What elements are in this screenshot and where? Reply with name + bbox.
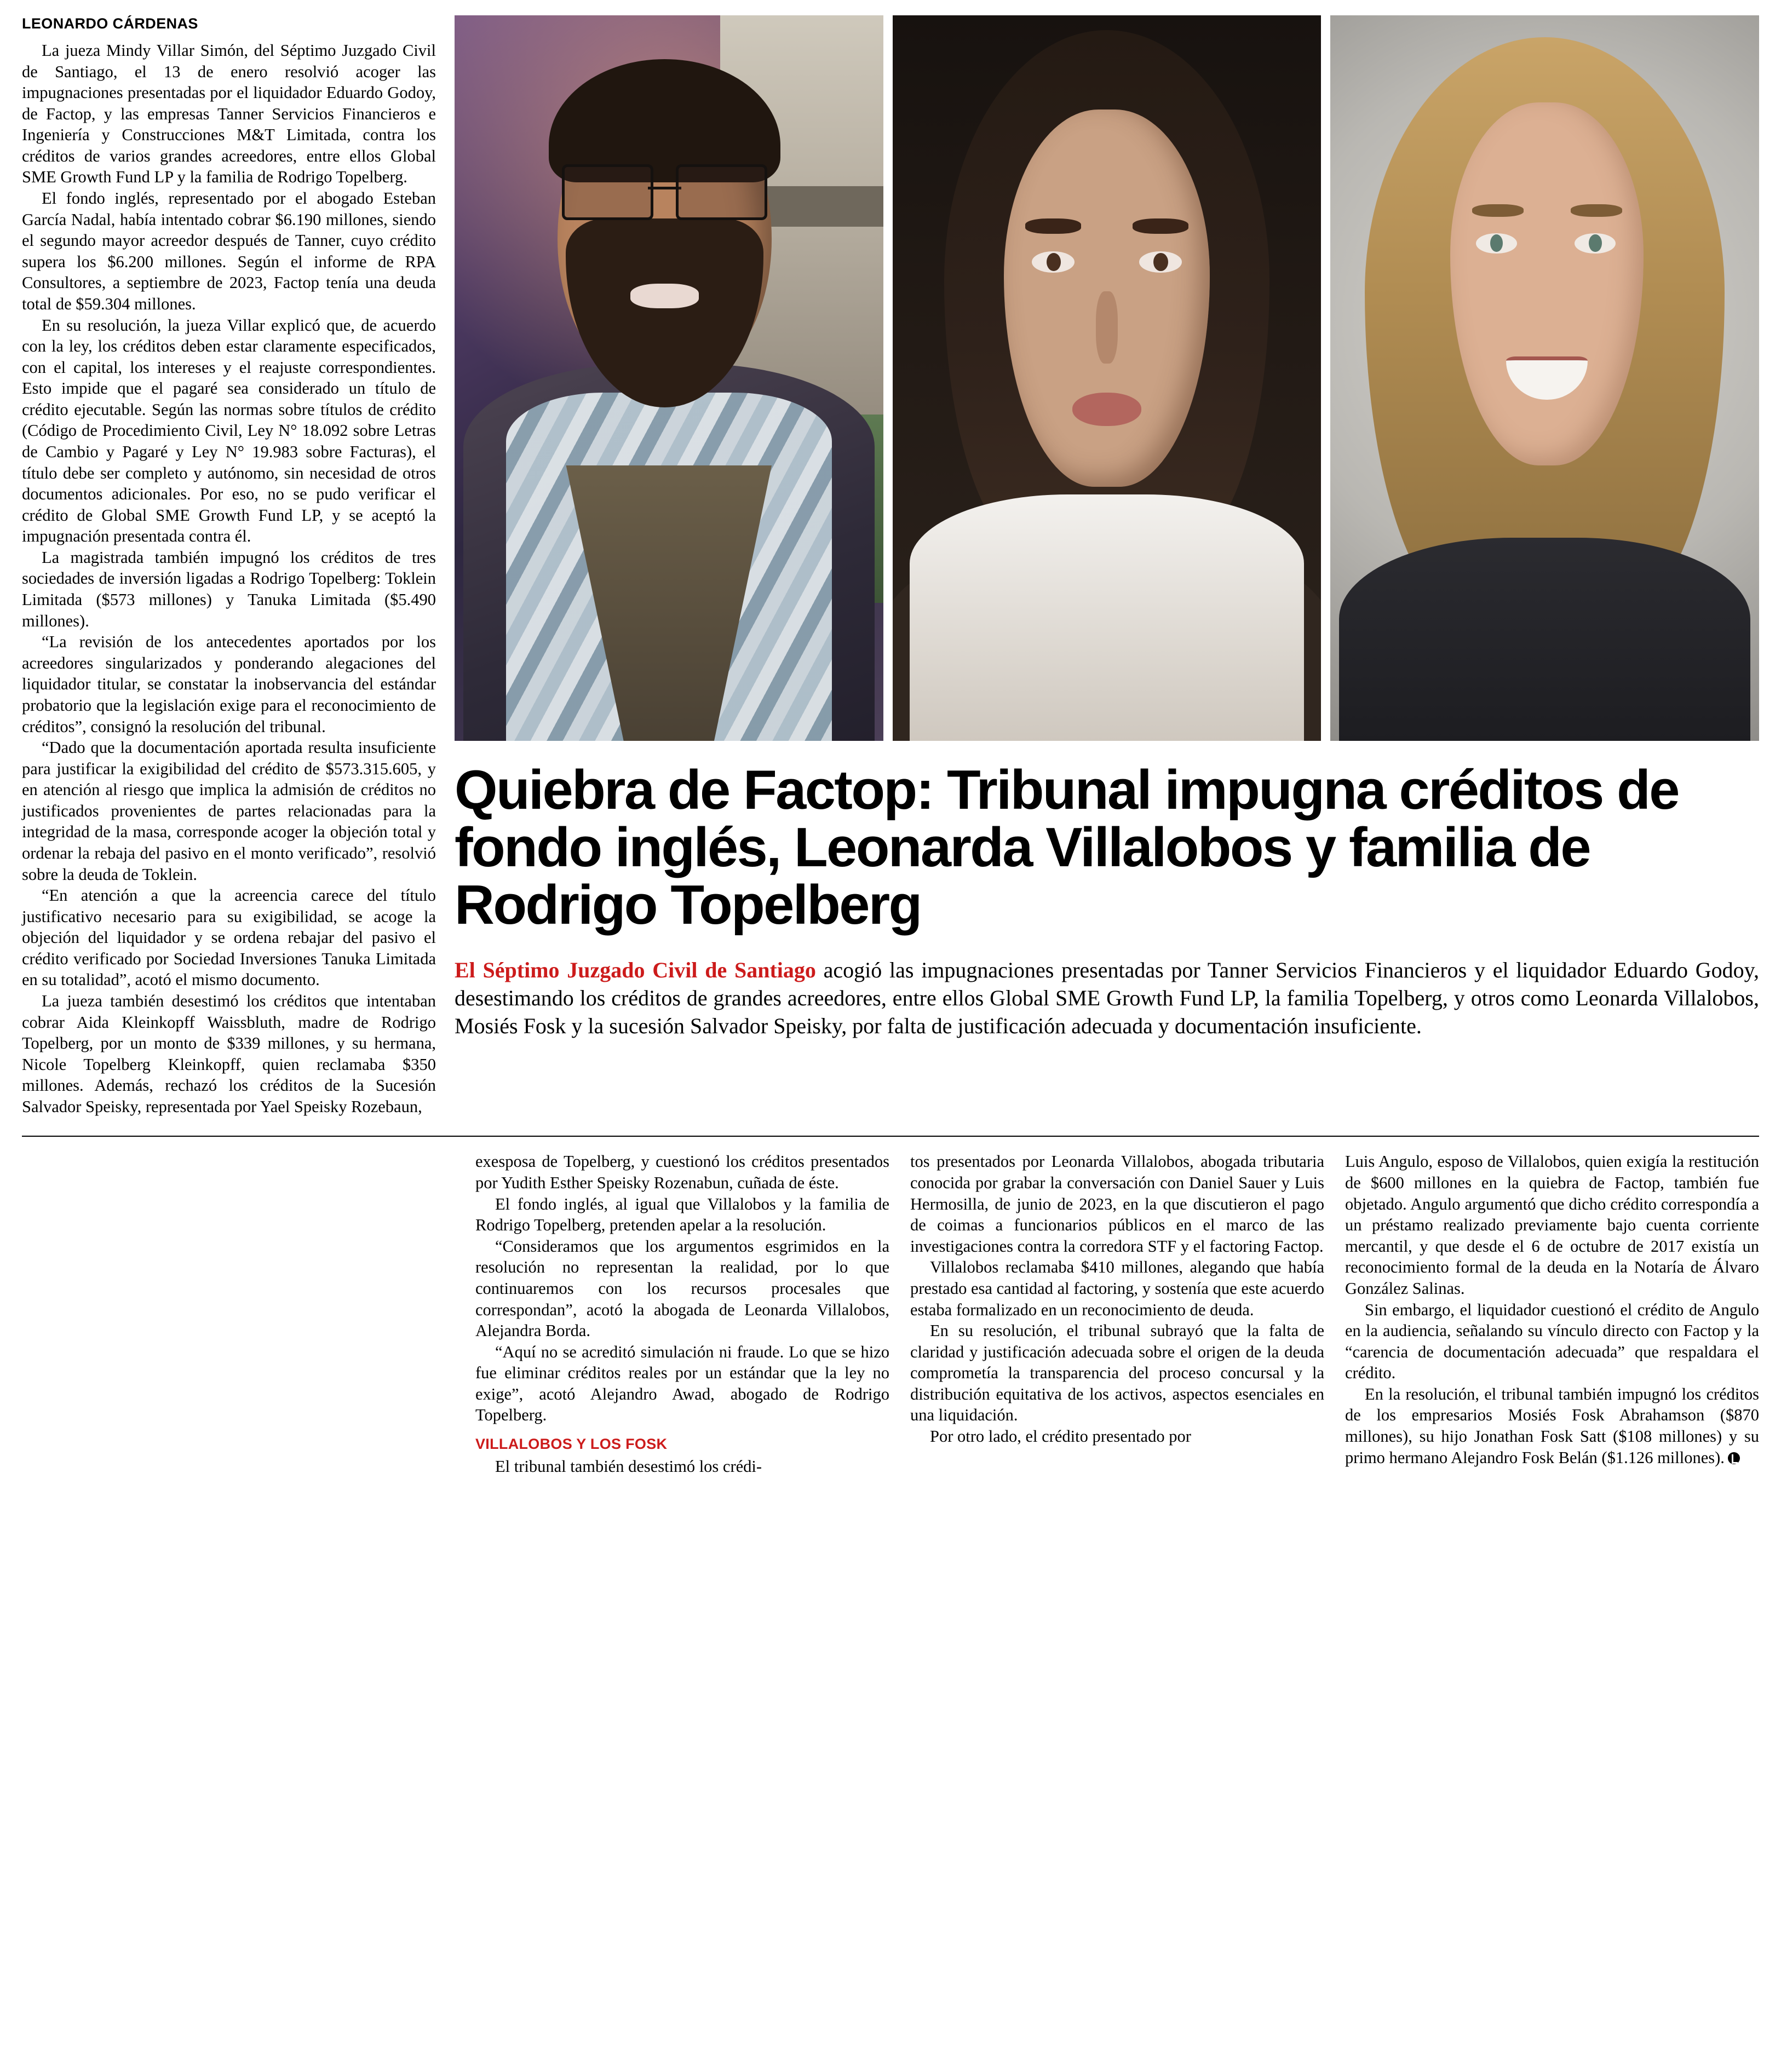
left-article-column <box>22 15 455 1117</box>
lede-rest: acogió las impugnaciones presentadas por Tanner Servicios Financieros y el liquidador Eduardo Godoy, desestimando los créditos de grandes acreedores, entre ellos Global SME Growth Fund LP, la familia Topelberg, y otros como Leonarda Villalobos, Mosiés Fosk y la sucesión Salvador Speisky, por falta de justificación adecuada y documentación insuficiente. <box>455 958 1759 1039</box>
byline: LEONARDO CÁRDENAS <box>22 15 198 32</box>
body-paragraph: El tribunal también desestimó los crédi- <box>495 1457 762 1476</box>
bottom-column-2 <box>910 1151 1324 1477</box>
page-title: Quiebra de Factop: Tribunal impugna créditos de fondo inglés, Leonarda Villalobos y familia de Rodrigo Topelberg <box>455 759 1679 936</box>
bottom-column-3 <box>1345 1151 1759 1477</box>
photo-strip <box>455 15 1759 741</box>
left-paragraph: La magistrada también impugnó los créditos de tres sociedades de inversión ligadas a Rodrigo Topelberg: Toklein Limitada ($573 millones) y Tanuka Limitada ($5.490 millones). <box>22 548 436 630</box>
body-paragraph: Por otro lado, el crédito presentado por <box>930 1427 1191 1446</box>
section-divider <box>22 1136 1759 1137</box>
photo-woman-dark-hair <box>893 15 1322 741</box>
photo-man-glasses-beard <box>455 15 883 741</box>
bottom-section <box>22 1151 1759 1477</box>
body-paragraph: Luis Angulo, esposo de Villalobos, quien exigía la restitución de $600 millones en la quiebra de Factop, también fue objetado. Angulo argumentó que dicho crédito correspondía a un préstamo realizado previamente bajo cuenta corriente mercantil, y que desde el 6 de octubre de 2017 existía un reconocimiento formal de la deuda en la Notaría de Álvaro González Salinas. <box>1345 1152 1759 1298</box>
section-subhead: VILLALOBOS Y LOS FOSK <box>475 1436 668 1452</box>
bottom-column-1 <box>475 1151 889 1477</box>
left-paragraph: La jueza Mindy Villar Simón, del Séptimo Juzgado Civil de Santiago, el 13 de enero resolvió acoger las impugnaciones presentadas por el liquidador Eduardo Godoy, de Factop, y las empresas Tanner Servicios Financieros e Ingeniería y Construcciones M&T Limitada, contra los créditos de varios grandes acreedores, entre ellos Global SME Growth Fund LP y la familia de Rodrigo Topelberg. <box>22 41 436 187</box>
lede-paragraph <box>455 956 1759 1040</box>
left-paragraph: “La revisión de los antecedentes aportados por los acreedores singularizados y ponderando alegaciones del liquidador titular, se constatar la inobservancia del estándar probatorio que la legislación exige para el reconocimiento de créditos”, consignó la resolución del tribunal. <box>22 632 436 736</box>
left-paragraph: “En atención a que la acreencia carece del título justificativo necesario para su exigibilidad, se acoge la objeción del liquidador y se ordena rebajar del pasivo el crédito verificado por Sociedad Inversiones Tanuka Limitada en su totalidad”, acotó el mismo documento. <box>22 886 436 989</box>
body-paragraph-text: En la resolución, el tribunal también impugnó los créditos de los empresarios Mosiés Fosk Abrahamson ($870 millones), su hijo Jonathan Fosk Satt ($108 millones) y su primo hermano Alejandro Fosk Belán ($1.126 millones). <box>1345 1384 1759 1467</box>
top-section <box>22 15 1759 1117</box>
body-paragraph: “Aquí no se acreditó simulación ni fraude. Lo que se hizo fue eliminar créditos reales por un estándar que la ley no exige”, acotó Alejandro Awad, abogado de Rodrigo Topelberg. <box>475 1342 889 1425</box>
body-paragraph: Villalobos reclamaba $410 millones, alegando que había prestado esa cantidad al factoring, y sostenía que este acuerdo estaba formalizado en un reconocimiento de deuda. <box>910 1258 1324 1319</box>
body-paragraph: “Consideramos que los argumentos esgrimidos en la resolución no representan la realidad, por lo que continuaremos con los recursos procesales que correspondan”, acotó la abogada de Leonarda Villalobos, Alejandra Borda. <box>475 1236 889 1340</box>
left-paragraph: El fondo inglés, representado por el abogado Esteban García Nadal, había intentado cobrar $6.190 millones, siendo el segundo mayor acreedor después de Tanner, cuyo crédito supera los $6.200 millones. Según el informe de RPA Consultores, a septiembre de 2023, Factop tenía una deuda total de $59.304 millones. <box>22 189 436 313</box>
body-paragraph: tos presentados por Leonarda Villalobos, abogada tributaria conocida por grabar la conversación con Daniel Sauer y Luis Hermosilla, de junio de 2023, en la que discutieron el pago de coimas a funcionarios públicos en el marco de las investigaciones contra la corredora STF y el factoring Factop. <box>910 1152 1324 1256</box>
body-paragraph: exesposa de Topelberg, y cuestionó los créditos presentados por Yudith Esther Speisky Rozenabun, cuñada de éste. <box>475 1152 889 1193</box>
body-paragraph <box>1345 1384 1759 1468</box>
left-paragraph: “Dado que la documentación aportada resulta insuficiente para justificar la exigibilidad del crédito de $573.315.605, y en atención al riesgo que implica la admisión de créditos no justificados provenientes de partes relacionadas para la integridad de la masa, corresponde acoger la objeción total y ordenar la rebaja del pasivo en el monto verificado”, resolvió sobre la deuda de Toklein. <box>22 738 436 884</box>
feature-block <box>455 15 1759 1040</box>
body-paragraph: El fondo inglés, al igual que Villalobos y la familia de Rodrigo Topelberg, pretenden apelar a la resolución. <box>475 1194 889 1235</box>
photo-woman-blonde-smiling <box>1330 15 1759 741</box>
left-paragraph: La jueza también desestimó los créditos que intentaban cobrar Aida Kleinkopff Waissbluth, madre de Rodrigo Topelberg, por un monto de $339 millones, y su hermana, Nicole Topelberg Kleinkopff, quien reclamaba $350 millones. Además, rechazó los créditos de la Sucesión Salvador Speisky, representada por Yael Speisky Rozebaun, <box>22 992 436 1116</box>
body-paragraph: Sin embargo, el liquidador cuestionó el crédito de Angulo en la audiencia, señalando su vínculo directo con Factop y la “carencia de documentación adecuada” que respaldara el crédito. <box>1345 1300 1759 1383</box>
left-paragraph: En su resolución, la jueza Villar explicó que, de acuerdo con la ley, los créditos deben estar claramente especificados, con el capital, los intereses y el reajuste correspondientes. Esto impide que el pagaré sea considerado un título de crédito ejecutable. Según las normas sobre títulos de crédito (Código de Procedimiento Civil, Ley N° 18.092 sobre Letras de Cambio y Pagaré y Ley N° 19.983 sobre Facturas), el título debe ser completo y autónomo, sin necesidad de otros documentos adicionales. Por eso, no se pudo verificar el crédito de Global SME Growth Fund LP, y se aceptó la impugnación presentada contra él. <box>22 315 436 546</box>
lede-lead-in: El Séptimo Juzgado Civil de Santiago <box>455 958 816 983</box>
body-paragraph: En su resolución, el tribunal subrayó que la falta de claridad y justificación adecuada sobre el origen de la deuda comprometía la transparencia del proceso concursal y la distribución equitativa de los activos, aspectos esenciales en una liquidación. <box>910 1321 1324 1425</box>
end-mark-icon <box>1728 1452 1740 1464</box>
